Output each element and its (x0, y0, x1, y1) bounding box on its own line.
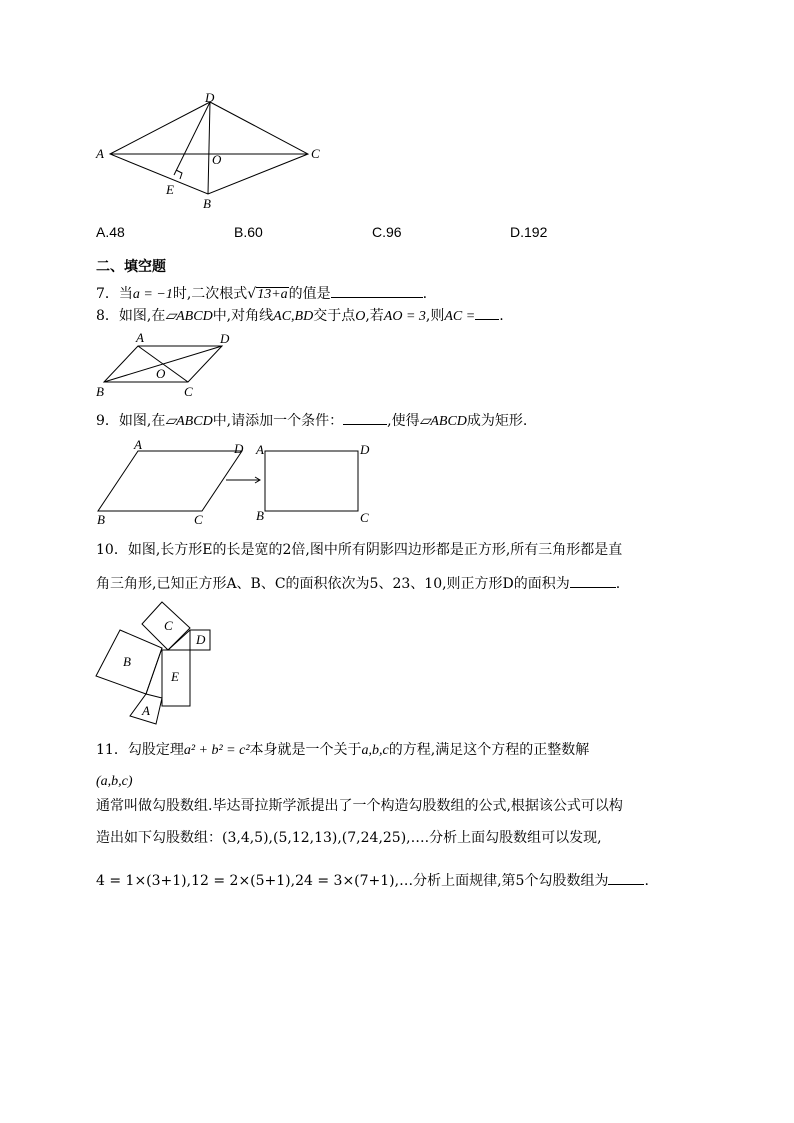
label-e: E (171, 669, 179, 684)
label-d: D (196, 632, 206, 647)
q7-radical: 13+a (257, 287, 288, 302)
question-9: 9．如图,在▱ABCD中,请添加一个条件： ,使得▱ABCD成为矩形. (96, 410, 527, 431)
q7-condition: a = −1 (132, 287, 173, 302)
label-a: A (142, 703, 150, 718)
triples-list: (3,4,5),(5,12,13),(7,24,25),… (222, 830, 425, 846)
diagonal-bd (208, 102, 210, 194)
label-d: D (220, 331, 230, 346)
question-11-line-3: 通常叫做勾股数组.毕达哥拉斯学派提出了一个构造勾股数组的公式,根据该公式可以构 (96, 798, 623, 814)
question-8: 8．如图,在▱ABCD中,对角线AC,BD交于点O,若AO = 3,则AC = . (96, 305, 504, 326)
label-b: B (96, 384, 104, 399)
q11-answer-blank[interactable] (608, 870, 644, 885)
label-a: A (136, 330, 144, 345)
option-d: D.192 (510, 224, 548, 240)
rhombus-figure (90, 92, 340, 212)
triangle-edge-2 (168, 630, 190, 650)
q9-answer-blank[interactable] (343, 410, 387, 425)
pythagorean-formula: a² + b² = c² (183, 743, 250, 758)
label-b: B (203, 196, 211, 211)
label-e: E (166, 182, 174, 197)
section-heading: 二、填空题 (96, 259, 166, 275)
right-label-d: D (360, 442, 370, 457)
left-label-b: B (97, 512, 105, 527)
right-angle-mark (176, 170, 182, 179)
label-b: B (123, 654, 131, 669)
label-a: A (96, 146, 104, 161)
right-label-a: A (256, 442, 264, 457)
left-label-a: A (134, 438, 142, 452)
rectangle-outline (265, 451, 358, 511)
label-o: O (156, 366, 166, 381)
label-d: D (205, 92, 215, 105)
question-7: 7．当a = −1时,二次根式√13+a的值是 . (96, 283, 427, 304)
segment-de (174, 102, 210, 175)
option-c: C.96 (372, 224, 402, 240)
option-a: A.48 (96, 224, 125, 240)
question-11-line-2: (a,b,c) (96, 774, 133, 789)
squares-figure-q10 (92, 598, 222, 728)
pattern-formula: 4 = 1×(3+1),12 = 2×(5+1),24 = 3×(7+1),… (96, 873, 414, 889)
right-label-b: B (256, 508, 264, 523)
triangle-edge-1 (146, 648, 162, 694)
question-10-line-2: 角三角形,已知正方形A、B、C的面积依次为5、23、10,则正方形D的面积为 . (96, 573, 620, 593)
right-label-c: C (360, 510, 369, 525)
question-11-line-1: 11．勾股定理a² + b² = c²本身就是一个关于a,b,c的方程,满足这个方程的正整数解 (96, 742, 590, 758)
q7-answer-blank[interactable] (331, 283, 423, 298)
label-c: C (184, 384, 193, 399)
option-b: B.60 (234, 224, 263, 240)
left-label-d: D (234, 441, 244, 456)
q8-answer-blank[interactable] (475, 305, 499, 320)
parallelogram-figure-q8 (92, 330, 242, 402)
parallelogram-outline (98, 451, 242, 511)
parallelogram-to-rectangle-figure (92, 438, 392, 528)
question-10-line-1: 10．如图,长方形E的长是宽的2倍,图中所有阴影四边形都是正方形,所有三角形都是直 (96, 542, 623, 558)
left-label-c: C (194, 512, 203, 527)
question-11-line-4: 造出如下勾股数组：(3,4,5),(5,12,13),(7,24,25),….分析上面勾股数组可以发现, (96, 830, 602, 846)
label-c: C (311, 146, 320, 161)
q10-answer-blank[interactable] (570, 573, 616, 588)
label-o: O (212, 152, 222, 167)
question-11-line-5: 4 = 1×(3+1),12 = 2×(5+1),24 = 3×(7+1),…分析上面规律,第5个勾股数组为 . (96, 870, 649, 890)
label-c: C (164, 618, 173, 633)
